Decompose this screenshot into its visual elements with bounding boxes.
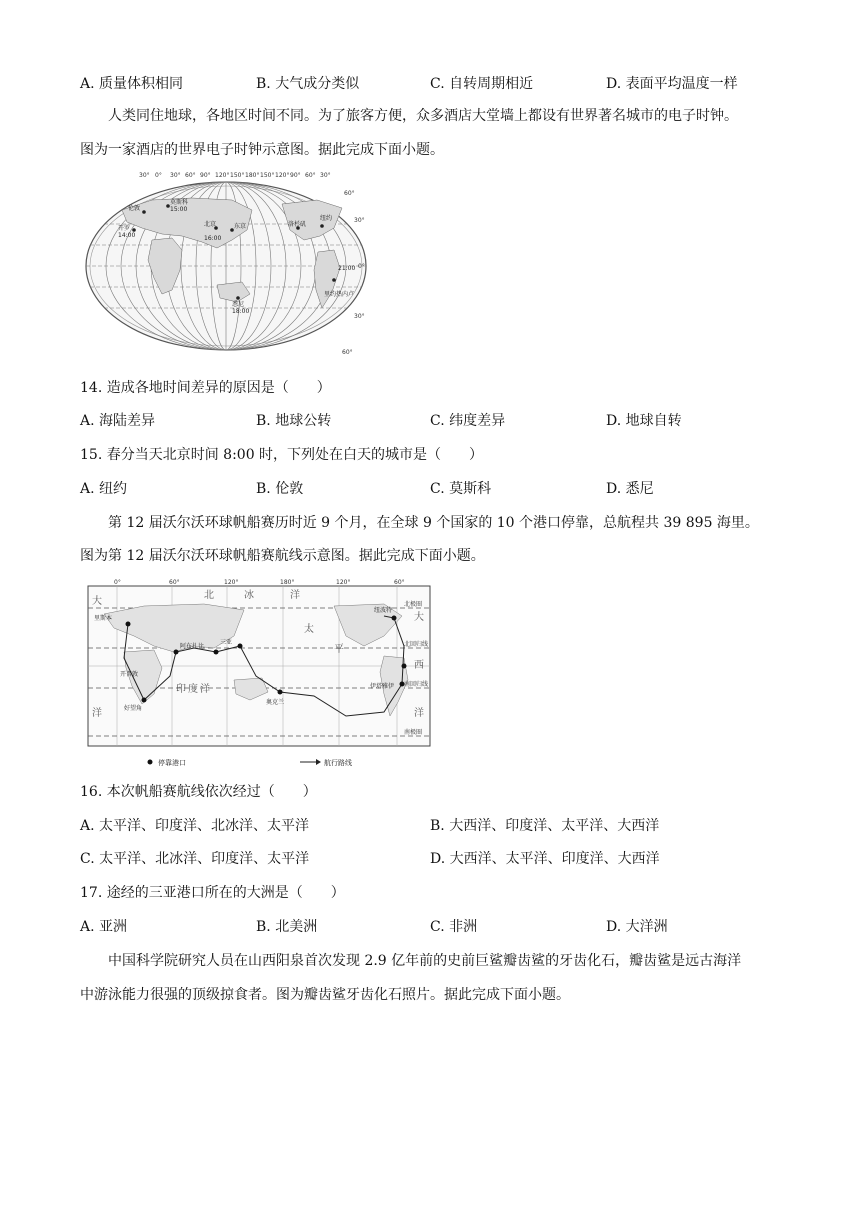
ocean-label: 洋 — [414, 708, 424, 719]
place-capetown-label: 开普敦 — [120, 671, 139, 678]
city-newyork-time: 21:00 — [338, 265, 356, 272]
lon-label: 150° — [230, 172, 245, 179]
q16-option-a[interactable]: A. 太平洋、印度洋、北冰洋、太平洋 — [80, 818, 310, 834]
place-newport-label: 纽波特 — [374, 607, 393, 614]
q17-option-a[interactable]: A. 亚洲 — [80, 919, 128, 935]
city-beijing-label: 北京 — [204, 221, 217, 228]
passage2-line1: 第 12 届沃尔沃环球帆船赛历时近 9 个月，在全球 9 个国家的 10 个港口停靠，总航程共 39 895 海里。 — [108, 515, 759, 531]
lat-label: 0° — [358, 263, 365, 270]
lon-label: 120° — [215, 172, 230, 179]
q14-option-b[interactable]: B. 地球公转 — [256, 413, 332, 429]
lon-label: 0° — [155, 172, 162, 179]
world-clock-map — [82, 170, 370, 360]
lon-label: 180° — [280, 579, 295, 586]
lon-label: 90° — [200, 172, 211, 179]
lat-label: 60° — [342, 349, 353, 356]
city-newyork-label: 纽约 — [320, 215, 333, 222]
tropic-cancer-label: 北回归线 — [404, 641, 429, 648]
ocean-label: 度 — [188, 684, 198, 695]
place-itajai-label: 伊塔雅伊 — [370, 683, 395, 690]
arctic-circle-label: 北极圈 — [404, 601, 423, 608]
q13-option-d[interactable]: D. 表面平均温度一样 — [606, 76, 738, 92]
passage3-line2: 中游泳能力很强的顶级掠食者。图为瓣齿鲨牙齿化石照片。据此完成下面小题。 — [80, 987, 570, 1003]
ocean-label: 平 — [334, 644, 344, 655]
passage2-line2: 图为第 12 届沃尔沃环球帆船赛航线示意图。据此完成下面小题。 — [80, 548, 485, 564]
city-cairo-label: 开罗 — [118, 225, 131, 232]
q15-option-a[interactable]: A. 纽约 — [80, 481, 128, 497]
q16-stem: 16. 本次帆船赛航线依次经过（ ） — [80, 784, 317, 800]
city-tokyo-label: 东京 — [234, 223, 247, 230]
lon-label: 30° — [320, 172, 331, 179]
q15-option-c[interactable]: C. 莫斯科 — [430, 481, 492, 497]
city-beijing-time: 16:00 — [204, 235, 222, 242]
q14-stem: 14. 造成各地时间差异的原因是（ ） — [80, 380, 331, 396]
lat-label: 30° — [354, 217, 365, 224]
lon-label: 180° — [245, 172, 260, 179]
ocean-label: 大 — [92, 596, 102, 607]
q15-option-d[interactable]: D. 悉尼 — [606, 481, 654, 497]
ocean-label: 西 — [414, 660, 424, 671]
ocean-label: 太 — [304, 624, 314, 635]
lon-label: 30° — [139, 172, 150, 179]
q14-option-d[interactable]: D. 地球自转 — [606, 413, 682, 429]
place-capeofgoodhope-label: 好望角 — [124, 705, 143, 712]
city-sydney-label: 悉尼 — [232, 301, 245, 308]
city-sydney-time: 18:00 — [232, 308, 250, 315]
legend-port-label: 停靠港口 — [158, 759, 186, 767]
lon-label: 120° — [336, 579, 351, 586]
q15-option-b[interactable]: B. 伦敦 — [256, 481, 304, 497]
city-moscow-time: 15:00 — [170, 206, 188, 213]
lon-label: 150° — [260, 172, 275, 179]
ocean-label: 洋 — [290, 590, 300, 601]
lon-label: 60° — [169, 579, 180, 586]
sailing-route-map — [84, 576, 434, 772]
lon-label: 120° — [224, 579, 239, 586]
passage1-line2: 图为一家酒店的世界电子时钟示意图。据此完成下面小题。 — [80, 142, 444, 158]
passage1-line1: 人类同住地球，各地区时间不同。为了旅客方便，众多酒店大堂墙上都设有世界著名城市的电子时钟。 — [108, 108, 738, 124]
q15-stem: 15. 春分当天北京时间 8:00 时，下列处在白天的城市是（ ） — [80, 447, 484, 463]
ocean-label: 洋 — [200, 684, 210, 695]
lon-label: 30° — [170, 172, 181, 179]
antarctic-circle-label: 南极圈 — [404, 729, 423, 736]
lon-label: 0° — [114, 579, 121, 586]
q17-option-b[interactable]: B. 北美洲 — [256, 919, 318, 935]
lon-label: 60° — [185, 172, 196, 179]
q16-option-c[interactable]: C. 太平洋、北冰洋、印度洋、太平洋 — [80, 851, 310, 867]
tropic-capricorn-label: 南回归线 — [404, 681, 429, 688]
passage3-line1: 中国科学院研究人员在山西阳泉首次发现 2.9 亿年前的史前巨鲨瓣齿鲨的牙齿化石，瓣齿鲨是远古海洋 — [108, 953, 742, 969]
place-sanya-label: 三亚 — [220, 639, 233, 646]
q13-option-c[interactable]: C. 自转周期相近 — [430, 76, 534, 92]
ocean-label: 印 — [176, 684, 186, 695]
q17-stem: 17. 途经的三亚港口所在的大洲是（ ） — [80, 885, 345, 901]
q14-option-a[interactable]: A. 海陆差异 — [80, 413, 156, 429]
lon-label: 120° — [275, 172, 290, 179]
q13-option-a[interactable]: A. 质量体积相同 — [80, 76, 184, 92]
q16-option-b[interactable]: B. 大西洋、印度洋、太平洋、大西洋 — [430, 818, 660, 834]
ocean-label: 大 — [414, 612, 424, 623]
ocean-label: 洋 — [92, 708, 102, 719]
lat-label: 30° — [354, 313, 365, 320]
legend-route-label: 航行路线 — [324, 759, 352, 767]
city-cairo-time: 14:00 — [118, 232, 136, 239]
place-abudhabi-label: 阿布扎比 — [180, 643, 205, 650]
city-rio-label: 里约热内卢 — [324, 291, 355, 298]
city-moscow-label: 莫斯科 — [170, 199, 189, 206]
ocean-label: 冰 — [244, 590, 254, 601]
place-auckland-label: 奥克兰 — [266, 699, 285, 706]
q17-option-c[interactable]: C. 非洲 — [430, 919, 478, 935]
lon-label: 90° — [290, 172, 301, 179]
lon-label: 60° — [394, 579, 405, 586]
q17-option-d[interactable]: D. 大洋洲 — [606, 919, 668, 935]
q14-option-c[interactable]: C. 纬度差异 — [430, 413, 506, 429]
q16-option-d[interactable]: D. 大西洋、太平洋、印度洋、大西洋 — [430, 851, 660, 867]
lat-label: 60° — [344, 190, 355, 197]
lon-label: 60° — [305, 172, 316, 179]
city-london-label: 伦敦 — [128, 205, 141, 212]
place-lisbon-label: 里斯本 — [94, 615, 113, 622]
q13-option-b[interactable]: B. 大气成分类似 — [256, 76, 360, 92]
ocean-label: 北 — [204, 590, 214, 601]
city-losangeles-label: 洛杉矶 — [288, 221, 307, 228]
